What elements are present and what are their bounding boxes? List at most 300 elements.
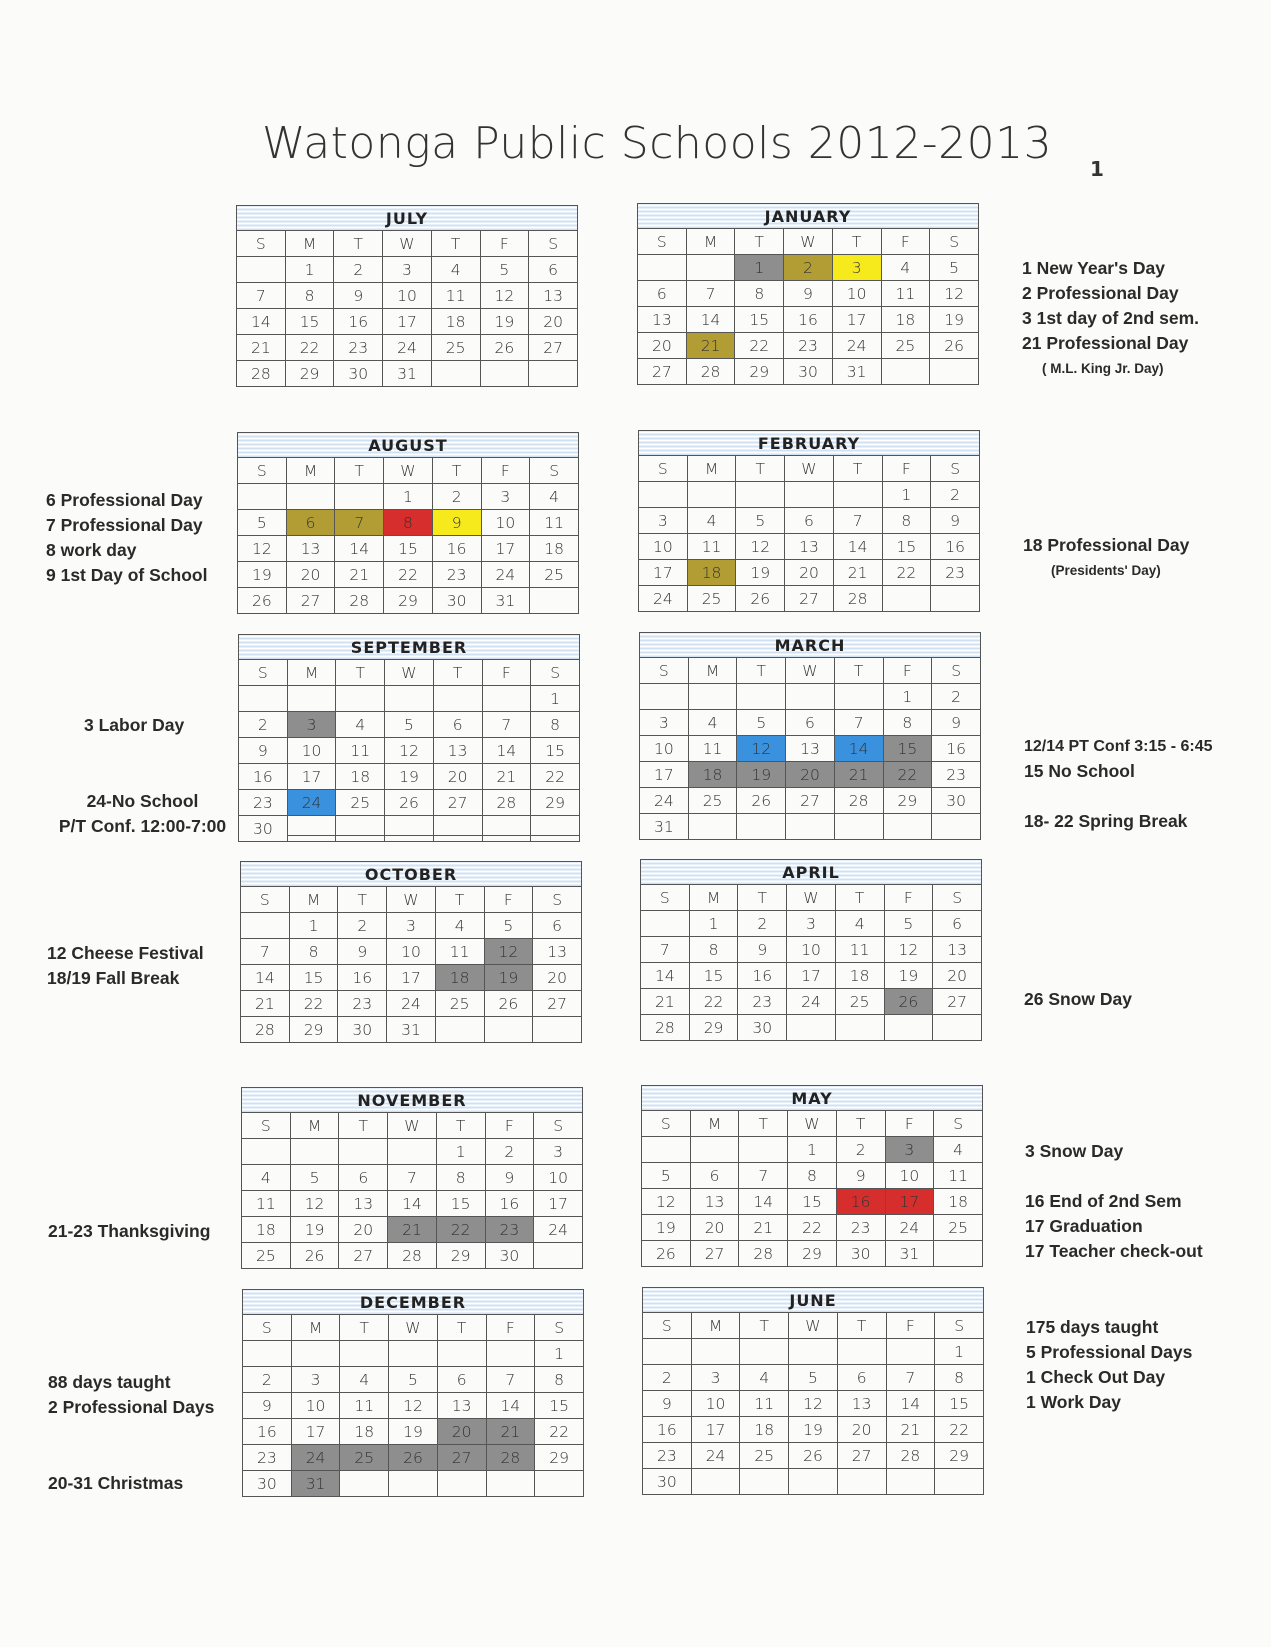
day-cell: 14 — [388, 1191, 437, 1217]
weekday-label: S — [531, 660, 580, 686]
day-cell: 18 — [688, 762, 737, 788]
day-cell: 14 — [886, 1391, 935, 1417]
notes-november — [48, 1219, 210, 1244]
day-cell: 10 — [383, 283, 432, 309]
empty-cell — [340, 1471, 389, 1497]
week-row — [239, 686, 580, 712]
note-item: 26 Snow Day — [1024, 989, 1132, 1009]
day-cell: 2 — [931, 482, 980, 508]
weekday-label: F — [881, 229, 930, 255]
empty-cell — [486, 1471, 535, 1497]
page-number: 1 — [1090, 157, 1104, 181]
weekday-label: T — [835, 885, 884, 911]
day-cell: 20 — [785, 560, 834, 586]
day-cell: 6 — [339, 1165, 388, 1191]
empty-cell — [340, 1341, 389, 1367]
day-cell: 24 — [383, 335, 432, 361]
empty-cell — [336, 816, 385, 842]
day-cell: 5 — [238, 510, 287, 536]
day-cell: 19 — [290, 1217, 339, 1243]
weekday-label: T — [736, 456, 785, 482]
week-row — [639, 508, 980, 534]
empty-cell — [787, 1015, 836, 1041]
month-name: MAY — [642, 1086, 983, 1111]
note-item: 18 Professional Day — [1023, 535, 1190, 555]
day-cell: 28 — [237, 361, 286, 387]
calendar-february — [638, 430, 980, 612]
day-cell: 11 — [242, 1191, 291, 1217]
day-cell: 14 — [686, 307, 735, 333]
weekday-label: W — [785, 456, 834, 482]
day-cell: 28 — [486, 1445, 535, 1471]
day-cell: 18 — [740, 1417, 789, 1443]
weekday-label: S — [242, 1113, 291, 1139]
weekday-label: F — [485, 1113, 534, 1139]
note-item: 21-23 Thanksgiving — [48, 1221, 211, 1241]
note-item: 16 End of 2nd Sem — [1025, 1191, 1182, 1211]
month-name: JUNE — [643, 1288, 984, 1313]
weekday-label: T — [433, 660, 482, 686]
weekday-label: F — [484, 887, 533, 913]
day-cell: 30 — [784, 359, 833, 385]
calendar-november — [241, 1087, 583, 1269]
empty-cell — [242, 1139, 291, 1165]
day-cell: 9 — [432, 510, 481, 536]
day-cell: 30 — [738, 1015, 787, 1041]
day-cell: 14 — [833, 534, 882, 560]
day-cell: 20 — [690, 1215, 739, 1241]
day-cell: 22 — [935, 1417, 984, 1443]
day-cell: 5 — [884, 911, 933, 937]
day-cell: 24 — [639, 586, 688, 612]
notes-august — [46, 488, 207, 588]
day-cell: 17 — [832, 307, 881, 333]
week-row — [640, 814, 981, 840]
empty-cell — [882, 586, 931, 612]
notes-february — [1023, 533, 1189, 583]
day-cell: 12 — [484, 939, 533, 965]
week-row — [239, 816, 580, 842]
weekday-label: W — [387, 887, 436, 913]
day-cell: 1 — [531, 686, 580, 712]
weekday-label: T — [832, 229, 881, 255]
empty-cell — [437, 1471, 486, 1497]
day-cell: 19 — [389, 1419, 438, 1445]
day-cell: 4 — [740, 1365, 789, 1391]
week-row — [238, 484, 579, 510]
day-cell: 23 — [485, 1217, 534, 1243]
day-cell: 13 — [437, 1393, 486, 1419]
day-cell: 5 — [385, 712, 434, 738]
day-cell: 27 — [786, 788, 835, 814]
week-row — [237, 309, 578, 335]
notes-may — [1025, 1189, 1203, 1264]
weekday-label: S — [638, 229, 687, 255]
day-cell: 1 — [384, 484, 433, 510]
weekday-label: M — [686, 229, 735, 255]
day-cell: 20 — [339, 1217, 388, 1243]
day-cell: 15 — [384, 536, 433, 562]
day-cell: 28 — [482, 790, 531, 816]
day-cell: 3 — [291, 1367, 340, 1393]
day-cell: 23 — [334, 335, 383, 361]
day-cell: 27 — [690, 1241, 739, 1267]
note-item: 24-No School — [86, 791, 199, 811]
day-cell: 10 — [639, 534, 688, 560]
day-cell: 25 — [530, 562, 579, 588]
notes-may-snow — [1025, 1139, 1123, 1164]
day-cell: 18 — [435, 965, 484, 991]
day-cell: 1 — [436, 1139, 485, 1165]
empty-cell — [837, 1469, 886, 1495]
day-cell: 23 — [243, 1445, 292, 1471]
week-row — [640, 710, 981, 736]
week-row — [242, 1217, 583, 1243]
weekday-label: F — [481, 458, 530, 484]
day-cell: 17 — [787, 963, 836, 989]
day-cell: 25 — [835, 989, 884, 1015]
day-cell: 10 — [287, 738, 336, 764]
weekday-label: T — [335, 458, 384, 484]
day-cell: 1 — [289, 913, 338, 939]
empty-cell — [931, 586, 980, 612]
day-cell: 14 — [482, 738, 531, 764]
empty-cell — [243, 1341, 292, 1367]
note-item: ( M.L. King Jr. Day) — [1042, 361, 1164, 376]
month-name: APRIL — [641, 860, 982, 885]
week-row — [237, 257, 578, 283]
weekday-label: S — [237, 231, 286, 257]
day-cell: 13 — [339, 1191, 388, 1217]
day-cell: 17 — [387, 965, 436, 991]
empty-cell — [688, 814, 737, 840]
day-cell: 4 — [435, 913, 484, 939]
week-row — [243, 1341, 584, 1367]
day-cell: 22 — [384, 562, 433, 588]
empty-cell — [286, 484, 335, 510]
day-cell: 11 — [688, 736, 737, 762]
day-cell: 4 — [242, 1165, 291, 1191]
empty-cell — [534, 1243, 583, 1269]
day-cell: 7 — [686, 281, 735, 307]
day-cell: 28 — [388, 1243, 437, 1269]
notes-september-labor — [84, 713, 184, 738]
day-cell: 5 — [930, 255, 979, 281]
day-cell: 14 — [739, 1189, 788, 1215]
day-cell: 6 — [433, 712, 482, 738]
empty-cell — [486, 1341, 535, 1367]
day-cell: 21 — [886, 1417, 935, 1443]
calendar-october — [240, 861, 582, 1043]
calendar-august — [237, 432, 579, 614]
weekday-label: S — [932, 658, 981, 684]
day-cell: 16 — [931, 534, 980, 560]
day-cell: 18 — [934, 1189, 983, 1215]
weekday-label: S — [530, 458, 579, 484]
month-name: JULY — [237, 206, 578, 231]
day-cell: 13 — [529, 283, 578, 309]
day-cell: 23 — [836, 1215, 885, 1241]
empty-cell — [641, 911, 690, 937]
empty-cell — [688, 684, 737, 710]
day-cell: 29 — [689, 1015, 738, 1041]
empty-cell — [530, 588, 579, 614]
day-cell: 4 — [530, 484, 579, 510]
weekday-label: T — [737, 658, 786, 684]
day-cell: 18 — [242, 1217, 291, 1243]
day-cell: 3 — [885, 1137, 934, 1163]
day-cell: 17 — [287, 764, 336, 790]
month-name: SEPTEMBER — [239, 635, 580, 660]
day-cell: 11 — [835, 937, 884, 963]
day-cell: 16 — [932, 736, 981, 762]
day-cell: 24 — [534, 1217, 583, 1243]
week-row — [641, 963, 982, 989]
notes-april — [1024, 987, 1132, 1012]
day-cell: 16 — [643, 1417, 692, 1443]
note-item: 8 work day — [46, 540, 137, 560]
day-cell: 28 — [833, 586, 882, 612]
day-cell: 4 — [934, 1137, 983, 1163]
day-cell: 26 — [789, 1443, 838, 1469]
day-cell: 10 — [640, 736, 689, 762]
day-cell: 15 — [735, 307, 784, 333]
weekday-label: W — [385, 660, 434, 686]
day-cell: 8 — [436, 1165, 485, 1191]
note-item: 18/19 Fall Break — [47, 968, 180, 988]
day-cell: 24 — [481, 562, 530, 588]
day-cell: 11 — [687, 534, 736, 560]
day-cell: 27 — [638, 359, 687, 385]
day-cell: 9 — [931, 508, 980, 534]
empty-cell — [691, 1469, 740, 1495]
day-cell: 2 — [836, 1137, 885, 1163]
day-cell: 21 — [388, 1217, 437, 1243]
day-cell: 27 — [837, 1443, 886, 1469]
week-row — [237, 361, 578, 387]
empty-cell — [881, 359, 930, 385]
weekday-label: W — [388, 1113, 437, 1139]
weekday-label: S — [238, 458, 287, 484]
calendar-january — [637, 203, 979, 385]
week-row — [638, 281, 979, 307]
day-cell: 15 — [436, 1191, 485, 1217]
day-cell: 4 — [431, 257, 480, 283]
day-cell: 18 — [835, 963, 884, 989]
week-row — [239, 790, 580, 816]
day-cell: 18 — [336, 764, 385, 790]
day-cell: 10 — [387, 939, 436, 965]
day-cell: 15 — [935, 1391, 984, 1417]
day-cell: 12 — [884, 937, 933, 963]
day-cell: 24 — [832, 333, 881, 359]
weekday-label: T — [339, 1113, 388, 1139]
day-cell: 21 — [241, 991, 290, 1017]
day-cell: 17 — [291, 1419, 340, 1445]
calendar-december — [242, 1289, 584, 1497]
day-cell: 13 — [286, 536, 335, 562]
day-cell: 29 — [883, 788, 932, 814]
weekday-label: T — [334, 231, 383, 257]
empty-cell — [834, 684, 883, 710]
notes-march-break — [1024, 809, 1187, 834]
empty-cell — [739, 1137, 788, 1163]
day-cell: 27 — [533, 991, 582, 1017]
notes-december-days — [48, 1370, 214, 1420]
day-cell: 22 — [883, 762, 932, 788]
weekday-label: S — [241, 887, 290, 913]
weekday-label: S — [239, 660, 288, 686]
week-row — [639, 586, 980, 612]
empty-cell — [389, 1341, 438, 1367]
day-cell: 29 — [436, 1243, 485, 1269]
day-cell: 3 — [691, 1365, 740, 1391]
day-cell: 28 — [686, 359, 735, 385]
day-cell: 25 — [435, 991, 484, 1017]
week-row — [642, 1137, 983, 1163]
day-cell: 9 — [338, 939, 387, 965]
day-cell: 2 — [334, 257, 383, 283]
day-cell: 1 — [935, 1339, 984, 1365]
weekday-label: M — [689, 885, 738, 911]
day-cell: 24 — [287, 790, 336, 816]
day-cell: 8 — [735, 281, 784, 307]
note-item: 2 Professional Days — [48, 1397, 215, 1417]
day-cell: 27 — [785, 586, 834, 612]
day-cell: 25 — [336, 790, 385, 816]
week-row — [640, 788, 981, 814]
day-cell: 6 — [785, 508, 834, 534]
empty-cell — [291, 1341, 340, 1367]
empty-cell — [785, 482, 834, 508]
day-cell: 28 — [834, 788, 883, 814]
day-cell: 16 — [338, 965, 387, 991]
day-cell: 2 — [738, 911, 787, 937]
day-cell: 30 — [432, 588, 481, 614]
day-cell: 15 — [289, 965, 338, 991]
day-cell: 18 — [881, 307, 930, 333]
empty-cell — [290, 1139, 339, 1165]
empty-cell — [643, 1339, 692, 1365]
day-cell: 1 — [285, 257, 334, 283]
day-cell: 20 — [837, 1417, 886, 1443]
week-row — [643, 1469, 984, 1495]
day-cell: 16 — [432, 536, 481, 562]
day-cell: 3 — [640, 710, 689, 736]
day-cell: 11 — [340, 1393, 389, 1419]
day-cell: 17 — [691, 1417, 740, 1443]
weekday-label: F — [884, 885, 933, 911]
weekday-label: T — [735, 229, 784, 255]
empty-cell — [287, 816, 336, 842]
day-cell: 12 — [789, 1391, 838, 1417]
weekday-label: F — [486, 1315, 535, 1341]
day-cell: 4 — [688, 710, 737, 736]
day-cell: 7 — [886, 1365, 935, 1391]
weekday-label: T — [340, 1315, 389, 1341]
day-cell: 15 — [788, 1189, 837, 1215]
weekday-label: M — [690, 1111, 739, 1137]
empty-cell — [237, 257, 286, 283]
day-cell: 31 — [291, 1471, 340, 1497]
day-cell: 13 — [533, 939, 582, 965]
week-row — [641, 1015, 982, 1041]
day-cell: 12 — [480, 283, 529, 309]
day-cell: 26 — [480, 335, 529, 361]
week-row — [642, 1163, 983, 1189]
empty-cell — [933, 1015, 982, 1041]
week-row — [641, 937, 982, 963]
day-cell: 6 — [786, 710, 835, 736]
day-cell: 8 — [535, 1367, 584, 1393]
day-cell: 12 — [385, 738, 434, 764]
weekday-label: W — [789, 1313, 838, 1339]
day-cell: 27 — [433, 790, 482, 816]
day-cell: 31 — [885, 1241, 934, 1267]
empty-cell — [239, 686, 288, 712]
day-cell: 11 — [934, 1163, 983, 1189]
empty-cell — [482, 816, 531, 842]
empty-cell — [431, 361, 480, 387]
week-row — [638, 307, 979, 333]
day-cell: 20 — [786, 762, 835, 788]
weekday-label: F — [883, 658, 932, 684]
day-cell: 5 — [642, 1163, 691, 1189]
day-cell: 2 — [485, 1139, 534, 1165]
day-cell: 11 — [435, 939, 484, 965]
day-cell: 25 — [431, 335, 480, 361]
day-cell: 12 — [642, 1189, 691, 1215]
day-cell: 30 — [932, 788, 981, 814]
day-cell: 17 — [534, 1191, 583, 1217]
day-cell: 21 — [833, 560, 882, 586]
note-item: 17 Teacher check-out — [1025, 1241, 1203, 1261]
week-row — [238, 536, 579, 562]
empty-cell — [883, 814, 932, 840]
note-item: 12 Cheese Festival — [47, 943, 204, 963]
notes-october — [47, 941, 204, 991]
weekday-label: T — [740, 1313, 789, 1339]
weekday-label: T — [336, 660, 385, 686]
weekday-label: F — [886, 1313, 935, 1339]
week-row — [242, 1191, 583, 1217]
day-cell: 10 — [787, 937, 836, 963]
day-cell: 20 — [638, 333, 687, 359]
weekday-label: M — [287, 660, 336, 686]
day-cell: 8 — [285, 283, 334, 309]
week-row — [237, 283, 578, 309]
month-name: MARCH — [640, 633, 981, 658]
day-cell: 13 — [433, 738, 482, 764]
note-item: 18- 22 Spring Break — [1024, 811, 1188, 831]
empty-cell — [736, 482, 785, 508]
day-cell: 7 — [739, 1163, 788, 1189]
note-item: 12/14 PT Conf 3:15 - 6:45 — [1024, 738, 1213, 755]
notes-march — [1024, 734, 1213, 784]
day-cell: 6 — [529, 257, 578, 283]
day-cell: 7 — [486, 1367, 535, 1393]
month-name: JANUARY — [638, 204, 979, 229]
empty-cell — [932, 814, 981, 840]
day-cell: 16 — [485, 1191, 534, 1217]
day-cell: 9 — [932, 710, 981, 736]
empty-cell — [930, 359, 979, 385]
day-cell: 19 — [642, 1215, 691, 1241]
empty-cell — [691, 1339, 740, 1365]
day-cell: 2 — [932, 684, 981, 710]
week-row — [643, 1443, 984, 1469]
notes-june — [1026, 1315, 1192, 1415]
